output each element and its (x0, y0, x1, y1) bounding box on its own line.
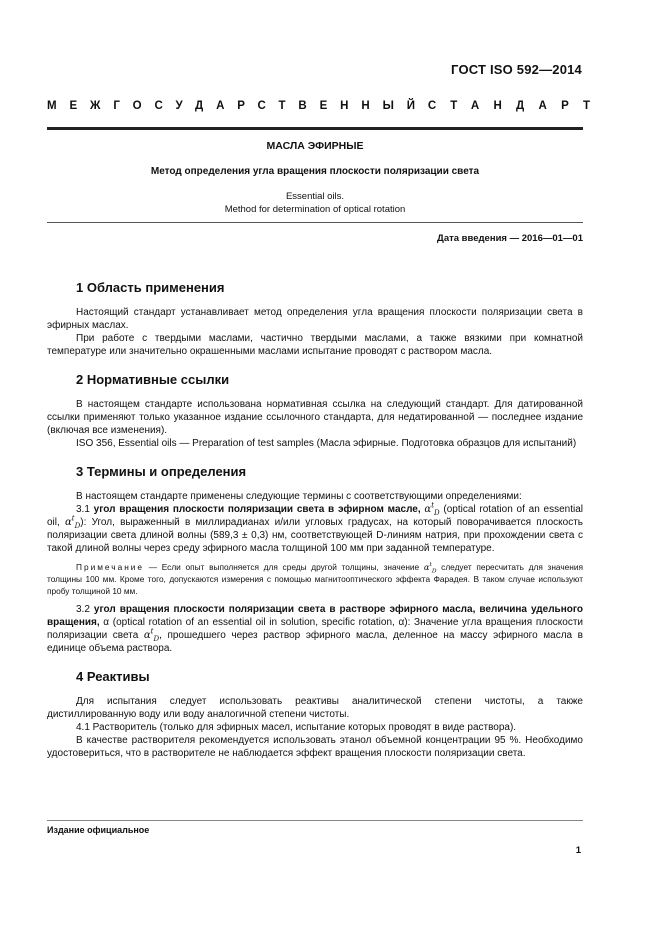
paragraph: При работе с твердыми маслами, частично твердыми маслами, а также вязкими при комнатной температуре или значительно окрашенными маслами испытание проводят с раствором масла. (47, 333, 583, 357)
alpha-symbol: $\alpha^t_D$ (143, 627, 160, 643)
introduction-date: Дата введения — 2016—01—01 (437, 233, 583, 244)
alpha-symbol: $\alpha^t_D$ (65, 514, 81, 530)
section-normative-references (47, 372, 583, 450)
alpha-symbol: $\alpha^t_D$ (424, 501, 440, 517)
standard-banner (47, 100, 605, 112)
top-rule (47, 127, 583, 130)
paragraph: Для испытания следует использовать реактивы аналитической степени чистоты, а также дистиллированную воду или воду аналогичной степени чистоты. (47, 696, 583, 720)
section-scope (47, 280, 583, 358)
note-text: следует пересчитать для значения толщины 100 мм. Кроме того, допускаются измерения с помощью магнитооптического эффекта Фарадея. В таком случае используют пробу толщиной 10 мм. (47, 562, 583, 596)
section-terms-definitions (47, 464, 583, 655)
official-edition-label: Издание официальное (47, 825, 150, 835)
document-title: МАСЛА ЭФИРНЫЕ (266, 140, 364, 152)
paragraph: В качестве растворителя рекомендуется использовать этанол объемной концентрации 95 %. Необходимо удостовериться, что в растворителе не наблюдается эффект вращения плоскости поляризации света. (47, 735, 583, 759)
term-3-2 (47, 603, 583, 655)
english-title-line-2: Method for determination of optical rotation (224, 204, 406, 215)
document-body (47, 280, 583, 774)
term-english: α (optical rotation of an essential oil in solution, specific rotation, α): Значение угла вращения плоскости поляризации света (47, 617, 583, 641)
paragraph: Настоящий стандарт устанавливает метод определения угла вращения плоскости поляризации света в эфирных маслах. (47, 307, 583, 331)
banner-word-interstate: МЕЖГОСУДАРСТВЕННЫЙ (47, 100, 428, 112)
term-english: (optical rotation of an essential oil, (47, 504, 583, 528)
term-definition: ): Угол, выраженный в миллирадианах и/или угловых градусах, на который поворачивается плоскость поляризации света длиной волны (589,3 ± 0,3) нм, соответствующей D-линиям натрия, при прохождении света с такой длиной волны через среду эфирного масла толщиной 100 мм при заданной температуре. (47, 517, 584, 554)
paragraph: 4.1 Растворитель (только для эфирных масел, испытание которых проводят в виде раствора). (76, 722, 517, 733)
term-name: угол вращения плоскости поляризации света в растворе эфирного масла, величина удельного вращения, (47, 604, 583, 628)
paragraph: В настоящем стандарте применены следующие термины с соответствующими определениями: (76, 491, 522, 502)
section-heading: 1 Область применения (76, 280, 225, 295)
section-heading: 3 Термины и определения (76, 464, 247, 479)
term-name: угол вращения плоскости поляризации света в эфирном масле, (93, 504, 421, 515)
term-3-1 (47, 503, 583, 555)
section-heading: 4 Реактивы (76, 669, 150, 684)
document-subtitle: Метод определения угла вращения плоскости поляризации света (150, 166, 480, 177)
section-heading: 2 Нормативные ссылки (76, 372, 230, 387)
term-number: 3.1 (76, 504, 94, 515)
english-title-line-1: Essential oils. (285, 191, 345, 202)
footer-rule (47, 820, 583, 821)
banner-word-standard: СТАНДАРТ (427, 100, 605, 112)
page-number: 1 (575, 845, 581, 856)
paragraph: В настоящем стандарте использована нормативная ссылка на следующий стандарт. Для датированной ссылки применяют только указанное издание ссылочного стандарта, для недатированной — последнее издание (включая все изменения). (47, 399, 583, 436)
paragraph: ISO 356, Essential oils — Preparation of test samples (Масла эфирные. Подготовка образцов для испытаний) (76, 438, 577, 449)
note (47, 561, 583, 597)
section-reagents (47, 669, 583, 760)
english-title (47, 190, 583, 216)
term-definition: , прошедшего через раствор эфирного масла, деленное на массу эфирного масла в единице объема раствора. (47, 630, 583, 654)
standard-code: ГОСТ ISO 592—2014 (451, 62, 582, 77)
title-rule (47, 222, 583, 223)
note-label: Примечание (76, 562, 145, 572)
alpha-symbol: $\alpha^t_D$ (423, 562, 437, 575)
note-text: — Если опыт выполняется для среды другой толщины, значение (144, 562, 424, 572)
term-number: 3.2 (76, 604, 94, 615)
